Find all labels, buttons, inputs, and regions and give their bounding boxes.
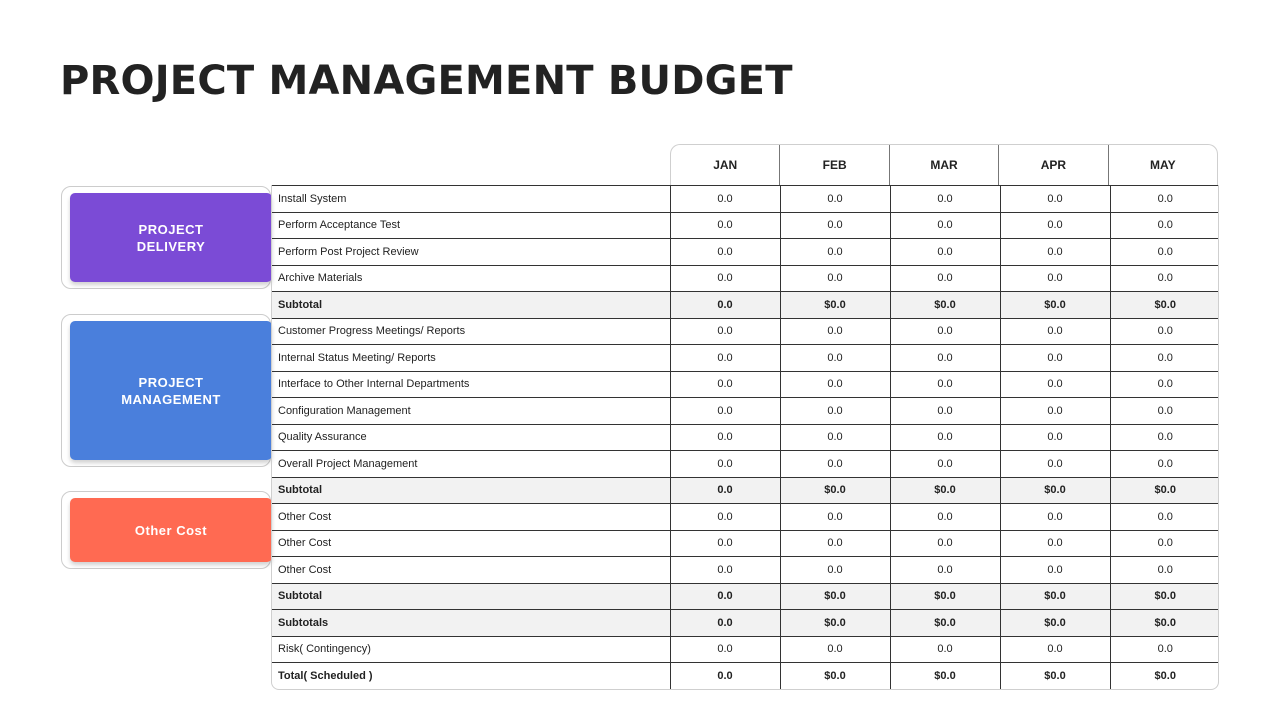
cell-feb: 0.0 — [780, 318, 890, 345]
cell-apr: $0.0 — [1000, 477, 1110, 504]
row-label: Perform Post Project Review — [272, 239, 670, 266]
table-row — [272, 557, 1219, 584]
month-header-apr: APR — [998, 145, 1107, 185]
cell-feb: 0.0 — [780, 345, 890, 372]
cell-jan: 0.0 — [670, 292, 780, 319]
cell-feb: 0.0 — [780, 451, 890, 478]
category-line-1: Other Cost — [134, 522, 208, 538]
row-label: Subtotal — [272, 292, 670, 319]
cell-apr: 0.0 — [1000, 239, 1110, 266]
category-card-other-cost — [61, 491, 271, 569]
cell-jan: 0.0 — [670, 530, 780, 557]
cell-may: 0.0 — [1110, 186, 1219, 213]
cell-jan: 0.0 — [670, 477, 780, 504]
cell-mar: 0.0 — [890, 265, 1000, 292]
cell-jan: 0.0 — [670, 318, 780, 345]
row-label: Total( Scheduled ) — [272, 663, 670, 689]
category-line-1: PROJECT — [138, 374, 204, 390]
cell-jan: 0.0 — [670, 345, 780, 372]
cell-apr: $0.0 — [1000, 292, 1110, 319]
cell-jan: 0.0 — [670, 212, 780, 239]
cell-mar: 0.0 — [890, 186, 1000, 213]
cell-jan: 0.0 — [670, 398, 780, 425]
cell-mar: $0.0 — [890, 610, 1000, 637]
cell-apr: 0.0 — [1000, 398, 1110, 425]
cell-mar: $0.0 — [890, 477, 1000, 504]
cell-mar: 0.0 — [890, 318, 1000, 345]
row-label: Other Cost — [272, 557, 670, 584]
cell-mar: 0.0 — [890, 636, 1000, 663]
cell-mar: 0.0 — [890, 212, 1000, 239]
table-row — [272, 186, 1219, 213]
cell-apr: 0.0 — [1000, 451, 1110, 478]
table-row — [272, 239, 1219, 266]
table-row — [272, 663, 1219, 689]
cell-jan: 0.0 — [670, 557, 780, 584]
row-label: Other Cost — [272, 504, 670, 531]
cell-jan: 0.0 — [670, 265, 780, 292]
row-label: Risk( Contingency) — [272, 636, 670, 663]
cell-jan: 0.0 — [670, 371, 780, 398]
cell-apr: 0.0 — [1000, 636, 1110, 663]
cell-may: 0.0 — [1110, 424, 1219, 451]
row-label: Configuration Management — [272, 398, 670, 425]
table-row — [272, 292, 1219, 319]
cell-feb: 0.0 — [780, 636, 890, 663]
row-label: Subtotal — [272, 477, 670, 504]
cell-apr: $0.0 — [1000, 610, 1110, 637]
category-card-project-management — [61, 314, 271, 467]
row-label: Internal Status Meeting/ Reports — [272, 345, 670, 372]
cell-feb: 0.0 — [780, 186, 890, 213]
table-row — [272, 610, 1219, 637]
table-row — [272, 424, 1219, 451]
cell-apr: 0.0 — [1000, 318, 1110, 345]
row-label: Overall Project Management — [272, 451, 670, 478]
table-row — [272, 265, 1219, 292]
cell-mar: $0.0 — [890, 583, 1000, 610]
cell-apr: 0.0 — [1000, 265, 1110, 292]
cell-jan: 0.0 — [670, 663, 780, 689]
cell-may: 0.0 — [1110, 636, 1219, 663]
table-row — [272, 345, 1219, 372]
cell-may: $0.0 — [1110, 292, 1219, 319]
cell-may: $0.0 — [1110, 477, 1219, 504]
table-row — [272, 398, 1219, 425]
category-label-project-management — [70, 321, 272, 460]
cell-mar: 0.0 — [890, 424, 1000, 451]
cell-mar: 0.0 — [890, 557, 1000, 584]
cell-mar: 0.0 — [890, 504, 1000, 531]
row-label: Perform Acceptance Test — [272, 212, 670, 239]
cell-feb: $0.0 — [780, 292, 890, 319]
table-row — [272, 371, 1219, 398]
category-label-other-cost — [70, 498, 272, 562]
cell-mar: 0.0 — [890, 451, 1000, 478]
cell-apr: $0.0 — [1000, 583, 1110, 610]
table-row — [272, 504, 1219, 531]
cell-jan: 0.0 — [670, 451, 780, 478]
cell-may: $0.0 — [1110, 610, 1219, 637]
row-label: Subtotal — [272, 583, 670, 610]
row-label: Interface to Other Internal Departments — [272, 371, 670, 398]
cell-jan: 0.0 — [670, 424, 780, 451]
cell-mar: 0.0 — [890, 530, 1000, 557]
category-line-2: MANAGEMENT — [121, 391, 221, 407]
cell-apr: $0.0 — [1000, 663, 1110, 689]
cell-apr: 0.0 — [1000, 530, 1110, 557]
table-row — [272, 318, 1219, 345]
budget-table — [271, 185, 1219, 690]
cell-mar: $0.0 — [890, 292, 1000, 319]
table-row — [272, 636, 1219, 663]
cell-may: $0.0 — [1110, 663, 1219, 689]
cell-feb: $0.0 — [780, 583, 890, 610]
cell-apr: 0.0 — [1000, 504, 1110, 531]
cell-mar: 0.0 — [890, 398, 1000, 425]
row-label: Install System — [272, 186, 670, 213]
month-header-mar: MAR — [889, 145, 998, 185]
cell-apr: 0.0 — [1000, 186, 1110, 213]
cell-feb: $0.0 — [780, 663, 890, 689]
cell-may: 0.0 — [1110, 265, 1219, 292]
cell-jan: 0.0 — [670, 583, 780, 610]
cell-feb: 0.0 — [780, 239, 890, 266]
category-line-1: PROJECT — [138, 221, 204, 237]
cell-apr: 0.0 — [1000, 212, 1110, 239]
cell-apr: 0.0 — [1000, 345, 1110, 372]
row-label: Subtotals — [272, 610, 670, 637]
table-row — [272, 451, 1219, 478]
cell-may: 0.0 — [1110, 212, 1219, 239]
cell-feb: 0.0 — [780, 265, 890, 292]
cell-apr: 0.0 — [1000, 371, 1110, 398]
row-label: Other Cost — [272, 530, 670, 557]
cell-feb: $0.0 — [780, 610, 890, 637]
page-title: PROJECT MANAGEMENT BUDGET — [60, 58, 793, 104]
cell-jan: 0.0 — [670, 239, 780, 266]
cell-feb: 0.0 — [780, 424, 890, 451]
cell-apr: 0.0 — [1000, 424, 1110, 451]
table-row — [272, 583, 1219, 610]
category-label-project-delivery — [70, 193, 272, 282]
month-header-jan: JAN — [713, 158, 738, 172]
row-label: Customer Progress Meetings/ Reports — [272, 318, 670, 345]
cell-may: 0.0 — [1110, 557, 1219, 584]
row-label: Quality Assurance — [272, 424, 670, 451]
cell-may: 0.0 — [1110, 504, 1219, 531]
cell-feb: $0.0 — [780, 477, 890, 504]
cell-mar: $0.0 — [890, 663, 1000, 689]
cell-apr: 0.0 — [1000, 557, 1110, 584]
cell-jan: 0.0 — [670, 186, 780, 213]
table-row — [272, 477, 1219, 504]
cell-may: 0.0 — [1110, 371, 1219, 398]
month-header — [670, 144, 1218, 185]
cell-feb: 0.0 — [780, 371, 890, 398]
cell-mar: 0.0 — [890, 345, 1000, 372]
cell-mar: 0.0 — [890, 371, 1000, 398]
category-card-project-delivery — [61, 186, 271, 289]
category-line-2: DELIVERY — [136, 238, 206, 254]
table-row — [272, 212, 1219, 239]
month-header-feb: FEB — [779, 145, 888, 185]
cell-feb: 0.0 — [780, 212, 890, 239]
cell-may: 0.0 — [1110, 345, 1219, 372]
row-label: Archive Materials — [272, 265, 670, 292]
cell-feb: 0.0 — [780, 530, 890, 557]
cell-may: 0.0 — [1110, 239, 1219, 266]
month-header-may: MAY — [1108, 145, 1217, 185]
cell-feb: 0.0 — [780, 398, 890, 425]
cell-jan: 0.0 — [670, 504, 780, 531]
cell-may: 0.0 — [1110, 398, 1219, 425]
cell-jan: 0.0 — [670, 636, 780, 663]
cell-may: $0.0 — [1110, 583, 1219, 610]
cell-may: 0.0 — [1110, 530, 1219, 557]
cell-may: 0.0 — [1110, 318, 1219, 345]
cell-feb: 0.0 — [780, 504, 890, 531]
table-row — [272, 530, 1219, 557]
cell-jan: 0.0 — [670, 610, 780, 637]
cell-feb: 0.0 — [780, 557, 890, 584]
cell-may: 0.0 — [1110, 451, 1219, 478]
cell-mar: 0.0 — [890, 239, 1000, 266]
